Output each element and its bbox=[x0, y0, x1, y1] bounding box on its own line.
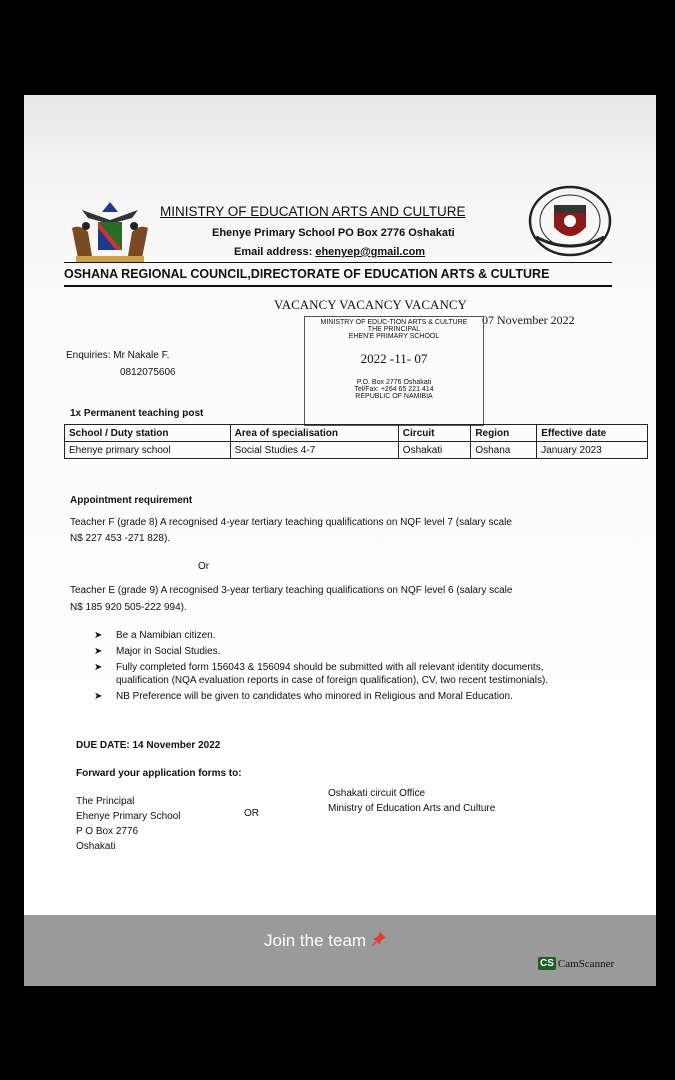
list-item-text: Major in Social Studies. bbox=[116, 646, 221, 657]
caption-bar bbox=[24, 915, 656, 986]
stamp-line3: EHEN'E PRIMARY SCHOOL bbox=[348, 333, 440, 340]
stamp-line2: THE PRINCIPAL bbox=[367, 326, 421, 333]
table-header-row bbox=[65, 425, 648, 442]
forward-heading: Forward your application forms to: bbox=[76, 768, 242, 779]
table-header: Effective date bbox=[537, 425, 648, 442]
teacher-e-text: Teacher E (grade 9) A recognised 3-year tertiary teaching qualifications on NQF level 6 (salary scale bbox=[70, 585, 513, 596]
table-header: Circuit bbox=[398, 425, 471, 442]
pushpin-icon bbox=[371, 931, 387, 947]
council-heading: OSHANA REGIONAL COUNCIL,DIRECTORATE OF EDUCATION ARTS & CULTURE bbox=[64, 267, 550, 281]
arrow-bullet-icon: ➤ bbox=[94, 646, 103, 657]
requirements-heading: Appointment requirement bbox=[70, 495, 193, 506]
camscanner-watermark bbox=[538, 957, 614, 970]
stamp-country: REPUBLIC OF NAMIBIA bbox=[355, 393, 433, 400]
arrow-bullet-icon: ➤ bbox=[94, 662, 103, 673]
vacancy-date: 07 November 2022 bbox=[482, 313, 575, 327]
list-item bbox=[94, 645, 584, 658]
table-header: School / Duty station bbox=[65, 425, 231, 442]
stamp-line1: MINISTRY OF EDUC-TION ARTS & CULTURE bbox=[320, 319, 468, 326]
table-row bbox=[65, 442, 648, 459]
scanned-document bbox=[24, 95, 656, 915]
arrow-bullet-icon: ➤ bbox=[94, 691, 103, 702]
stamp-date: 2022 -11- 07 bbox=[360, 351, 428, 366]
due-date: DUE DATE: 14 November 2022 bbox=[76, 740, 221, 751]
address-line: Ehenye Primary School bbox=[76, 811, 181, 822]
table-header: Area of specialisation bbox=[230, 425, 398, 442]
coat-of-arms-icon bbox=[62, 198, 158, 268]
official-stamp bbox=[304, 316, 484, 426]
list-item bbox=[94, 690, 584, 703]
enquiries-phone: 0812075606 bbox=[120, 367, 176, 378]
list-item bbox=[94, 629, 584, 642]
or-text: Or bbox=[198, 561, 210, 572]
table-cell: January 2023 bbox=[537, 442, 648, 459]
vacancy-title: VACANCY VACANCY VACANCY bbox=[274, 297, 467, 312]
table-header: Region bbox=[471, 425, 537, 442]
address-right bbox=[328, 786, 495, 816]
table-cell: Ehenye primary school bbox=[65, 442, 231, 459]
requirements-list bbox=[94, 629, 584, 706]
enquiries-text: Enquiries: Mr Nakale F. bbox=[66, 350, 170, 361]
teacher-f-scale: N$ 227 453 -271 828). bbox=[70, 533, 171, 544]
table-cell: Oshakati bbox=[398, 442, 471, 459]
arrow-bullet-icon: ➤ bbox=[94, 630, 103, 641]
vacancy-table bbox=[64, 424, 648, 459]
school-address: Ehenye Primary School PO Box 2776 Oshakati bbox=[212, 227, 455, 239]
teacher-e-scale: N$ 185 920 505-222 994). bbox=[70, 602, 187, 613]
table-cell: Oshana bbox=[471, 442, 537, 459]
ministry-title: MINISTRY OF EDUCATION ARTS AND CULTURE bbox=[160, 204, 466, 219]
address-line: Oshakati circuit Office bbox=[328, 788, 426, 799]
list-item-text: NB Preference will be given to candidates who minored in Religious and Moral Education. bbox=[116, 691, 513, 702]
address-line: Ministry of Education Arts and Culture bbox=[328, 803, 496, 814]
list-item-text: Fully completed form 156043 & 156094 should be submitted with all relevant identity documents, qualification (NQA evaluation reports in case of foreign qualification), CV, two recent testimonials). bbox=[116, 662, 549, 686]
table-cell: Social Studies 4-7 bbox=[230, 442, 398, 459]
caption-text: Join the team bbox=[264, 931, 367, 950]
email-label: Email address: bbox=[234, 246, 316, 258]
stamp-tel: Tel/Fax: +264 65 221 414 bbox=[354, 386, 434, 393]
email-link[interactable]: ehenyep@gmail.com bbox=[315, 246, 426, 258]
address-left bbox=[76, 794, 181, 854]
address-line: The Principal bbox=[76, 796, 135, 807]
caption bbox=[264, 931, 387, 951]
school-crest-icon bbox=[524, 183, 616, 259]
list-item bbox=[94, 661, 584, 687]
stamp-box: P.O. Box 2776 Oshakati bbox=[356, 379, 432, 386]
address-or: OR bbox=[244, 808, 259, 819]
email-line bbox=[234, 246, 425, 258]
post-count: 1x Permanent teaching post bbox=[70, 408, 204, 419]
camscanner-name: CamScanner bbox=[557, 957, 615, 970]
teacher-f-text: Teacher F (grade 8) A recognised 4-year tertiary teaching qualifications on NQF level 7 (salary scale bbox=[70, 517, 512, 528]
list-item-text: Be a Namibian citizen. bbox=[116, 630, 216, 641]
address-line: Oshakati bbox=[76, 841, 116, 852]
camscanner-logo: CS bbox=[540, 958, 554, 969]
address-line: P O Box 2776 bbox=[76, 826, 139, 837]
